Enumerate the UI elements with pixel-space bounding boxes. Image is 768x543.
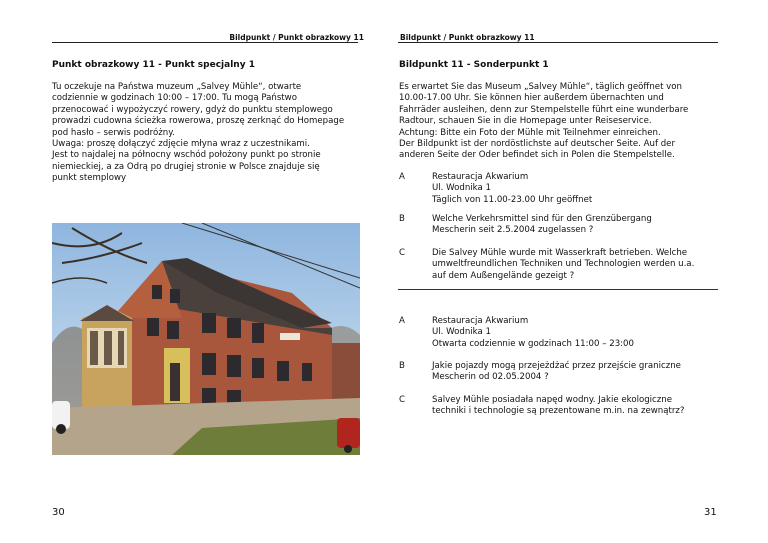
item-text: Die Salvey Mühle wurde mit Wasserkraft betrieben. Welche umweltfreundlichen Techniken und Technologien werden u.a. auf dem Außengelände gezeigt ? [432,248,695,281]
list-item [399,361,739,387]
page-number: 31 [704,507,717,518]
page-number: 30 [52,507,65,518]
item-text: Restauracja Akwarium Ul. Wodnika 1 Otwarta codziennie w godzinach 11:00 – 23:00 [432,316,634,349]
item-letter: A [399,172,405,182]
item-letter: B [399,214,405,224]
item-letter: C [399,395,406,405]
right-page [384,0,768,543]
item-text: Restauracja Akwarium Ul. Wodnika 1 Täglich von 11.00-23.00 Uhr geöffnet [432,172,593,205]
body-text: Tu oczekuje na Państwa muzeum „Salvey Mühle“, otwarte codziennie w godzinach 10:00 – 17:00. Tu mogą Państwo przenocować i wypożyczyć rowery, gdyż do punktu stemplowego prowadzi cudowna ścieżka rowerowa, proszę zerknąć do Homepage pod hasło – serwis podróżny. Uwaga: proszę dołączyć zdjęcie młyna wraz z uczestnikami. Jest to najdalej na północny wschód położony punkt po stronie niemieckiej, a za Odrą po drugiej stronie w Polsce znajduje się punkt stemplowy [52,82,345,184]
item-letter: B [399,361,405,371]
item-text: Welche Verkehrsmittel sind für den Grenzübergang Mescherin seit 2.5.2004 zugelassen ? [432,214,652,236]
section-divider [398,289,718,290]
body-text: Es erwartet Sie das Museum „Salvey Mühle“, täglich geöffnet von 10.00-17.00 Uhr. Sie können hier außerdem übernachten und Fahrräder ausleihen, denn zur Stempelstelle führt eine wunderbare Radtour, schauen Sie in die Homepage unter Reiseservice. Achtung: Bitte ein Foto der Mühle mit Teilnehmer einreichen. Der Bildpunkt ist der nordöstlichste auf deutscher Seite. Auf der anderen Seite der Oder befindet sich in Polen die Stempelstelle. [399,82,689,161]
item-text: Jakie pojazdy mogą przejeżdżać przez przejście graniczne Mescherin od 02.05.2004 ? [432,361,681,383]
item-letter: C [399,248,406,258]
list-item [399,316,739,352]
list-item [399,172,739,208]
mill-photo-illustration [52,223,360,455]
header-rule [52,42,358,43]
list-item [399,248,739,284]
item-text: Salvey Mühle posiadała napęd wodny. Jakie ekologiczne techniki i technologie są prezentowane m.in. na zewnątrz? [432,395,685,417]
list-item [399,214,739,240]
header-rule [398,42,718,43]
section-title: Punkt obrazkowy 11 - Punkt specjalny 1 [52,60,255,70]
item-letter: A [399,316,405,326]
section-title: Bildpunkt 11 - Sonderpunkt 1 [399,60,549,70]
mill-photo [52,223,360,455]
running-head: Bildpunkt / Punkt obrazkowy 11 [400,33,535,42]
list-item [399,395,739,421]
running-head: Bildpunkt / Punkt obrazkowy 11 [229,33,364,42]
